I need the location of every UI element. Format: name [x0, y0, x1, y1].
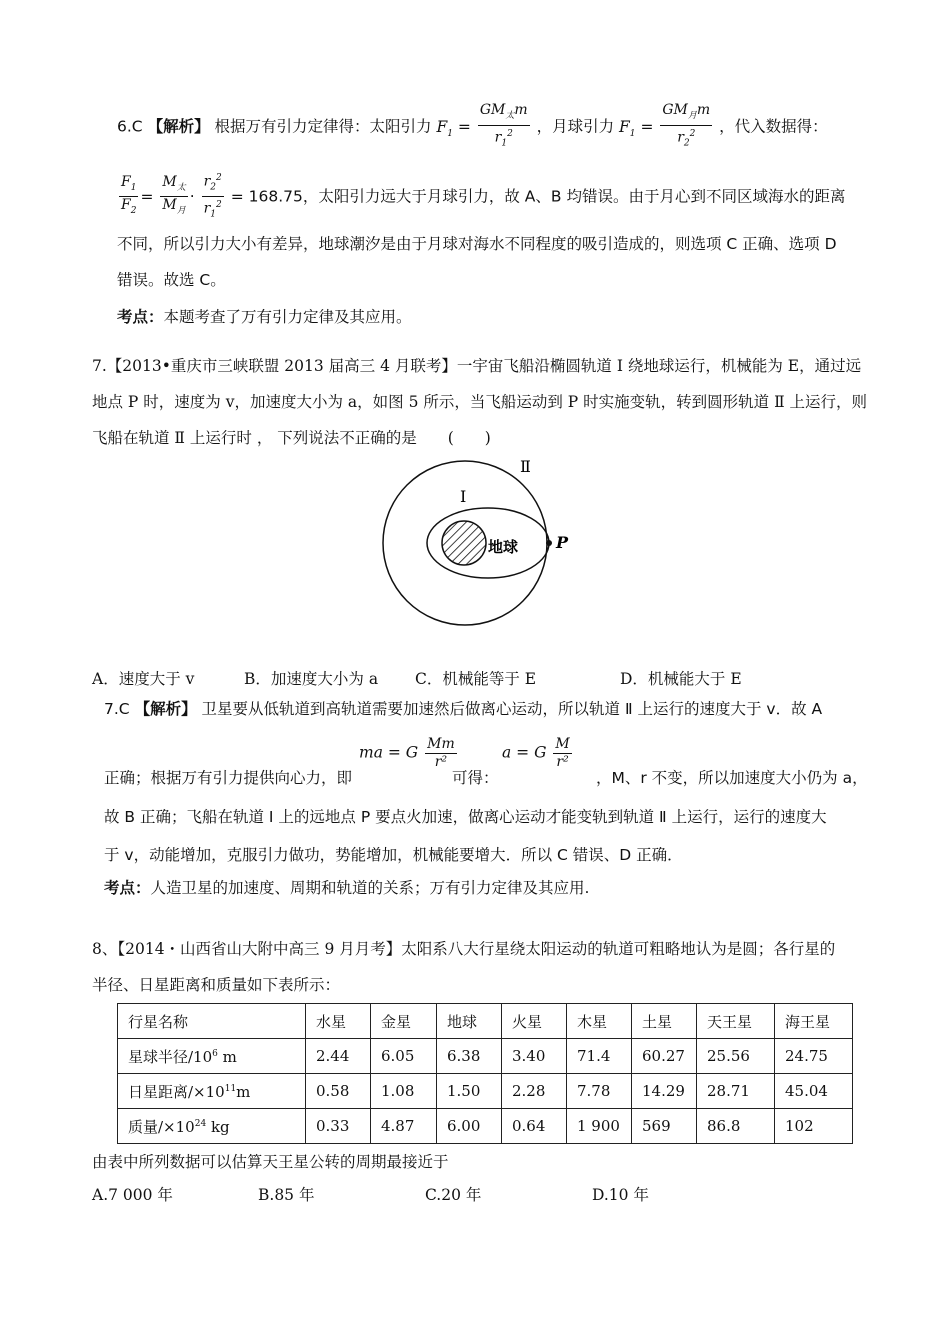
analysis-tag: 【解析】: [147, 117, 210, 136]
earth-label: 地球: [488, 538, 519, 556]
q8-option-c: C.20 年: [425, 1186, 482, 1204]
q8-option-d: D.10 年: [592, 1186, 649, 1204]
q7-option-c: C．机械能等于 E: [415, 670, 537, 688]
equation-acceleration: a = G $\frac{M}{\text{r²}}$: [502, 736, 570, 770]
q7-answer-line4: 于 v，动能增加，克服引力做功，势能增加，机械能要增大．所以 C 错误、D 正确．: [104, 846, 683, 864]
q6-line4: 错误。故选 C。: [117, 271, 226, 289]
q6-kaodian: 考点：本题考查了万有引力定律及其应用。: [117, 308, 412, 326]
point-p-label: P: [556, 533, 569, 552]
q7-option-a: A．速度大于 v: [92, 670, 195, 688]
q7-answer-line2b: 可得：: [452, 769, 499, 787]
f1-symbol: $F_1$: [436, 117, 453, 139]
q8-option-b: B.85 年: [258, 1186, 315, 1204]
q7-answer-line3: 故 B 正确；飞船在轨道 Ⅰ 上的远地点 P 要点火加速，做离心运动才能变轨到轨道 Ⅱ 上运行，运行的速度大: [104, 808, 827, 826]
q7-option-b: B．加速度大小为 a: [244, 670, 379, 688]
q6-line1: 6.C 【解析】 根据万有引力定律得：太阳引力 $F_1$ = $\frac{GM_太m}{r_1^2}$ ，月球引力 $F_1$ = $\frac{GM_月m}{r_2^2}$ ，代入数据得：: [117, 102, 828, 152]
q7-line3: 飞船在轨道 Ⅱ 上运行时 ， 下列说法不正确的是 ( ): [92, 429, 491, 447]
q8-line2: 半径、日星距离和质量如下表所示：: [92, 976, 341, 994]
q7-line2: 地点 P 时，速度为 v，加速度大小为 a，如图 5 所示，当飞船运动到 P 时实施变轨，转到圆形轨道 Ⅱ 上运行，则: [92, 393, 868, 411]
ratio-value: = 168.75: [230, 187, 303, 206]
table-row: 日星距离$/\times 10^{11}m$ 0.58 1.08 1.50 2.28 7.78 14.29 28.71 45.04: [118, 1074, 853, 1109]
q7-answer-line2a: 正确；根据万有引力提供向心力，即: [104, 769, 353, 787]
earth-circle: [442, 521, 486, 565]
q7-kaodian: 考点：人造卫星的加速度、周期和轨道的关系；万有引力定律及其应用.: [104, 879, 590, 897]
q8-option-a: A.7 000 年: [92, 1186, 173, 1204]
sun-gravity-fraction: $\frac{GM_太m}{r_1^2}$: [479, 102, 528, 149]
q6-line3: 不同，所以引力大小有差异，地球潮汐是由于月球对海水不同程度的吸引造成的，则选项 C 正确、选项 D: [117, 235, 837, 253]
q7-answer-line2c: ，M、r 不变，所以加速度大小仍为 a，: [596, 769, 868, 787]
orbit-II-label: Ⅱ: [520, 457, 531, 476]
orbit-I-label: Ⅰ: [460, 487, 467, 506]
planet-data-table: [117, 1003, 853, 1144]
point-p-dot: [546, 540, 552, 546]
q7-option-d: D．机械能大于 E: [620, 670, 742, 688]
q7-answer-line1: 7.C 【解析】 卫星要从低轨道到高轨道需要加速然后做离心运动，所以轨道 Ⅱ 上运行的速度大于 v．故 A: [104, 700, 823, 718]
f2-symbol: $F_1$: [619, 117, 636, 139]
table-row: 质量$/\times 10^{24}$ kg 0.33 4.87 6.00 0.64 1 900 569 86.8 102: [118, 1109, 853, 1144]
q7-line1: 7.【2013•重庆市三峡联盟 2013 届高三 4 月联考】一宇宙飞船沿椭圆轨道 Ⅰ 绕地球运行，机械能为 E，通过远: [92, 357, 862, 375]
equation-newton: ma = G $\frac{Mm}{\text{r²}}$: [359, 736, 455, 770]
q6-line2: $\frac{F_1}{F_2}$ = $\frac{M_太}{M_月}$ · $\frac{r_2^2}{r_1^2}$ = 168.75，太阳引力远大于月球引力，故 A、B 均错误。由于月心到不同区域海水的距离: [117, 170, 845, 224]
q8-line3: 由表中所列数据可以估算天王星公转的周期最接近于: [92, 1153, 449, 1171]
table-row: 星球半径$/10^6$ m 2.44 6.05 6.38 3.40 71.4 60.27 25.56 24.75: [118, 1039, 853, 1074]
moon-gravity-fraction: $\frac{GM_月m}{r_2^2}$: [662, 102, 711, 149]
q8-line1: 8、【2014・山西省山大附中高三 9 月月考】太阳系八大行星绕太阳运动的轨道可粗略地认为是圆；各行星的: [92, 940, 836, 958]
orbit-figure: [380, 455, 580, 655]
table-header-row: 行星名称 水星 金星 地球 火星 木星 土星 天王星 海王星: [118, 1004, 853, 1039]
